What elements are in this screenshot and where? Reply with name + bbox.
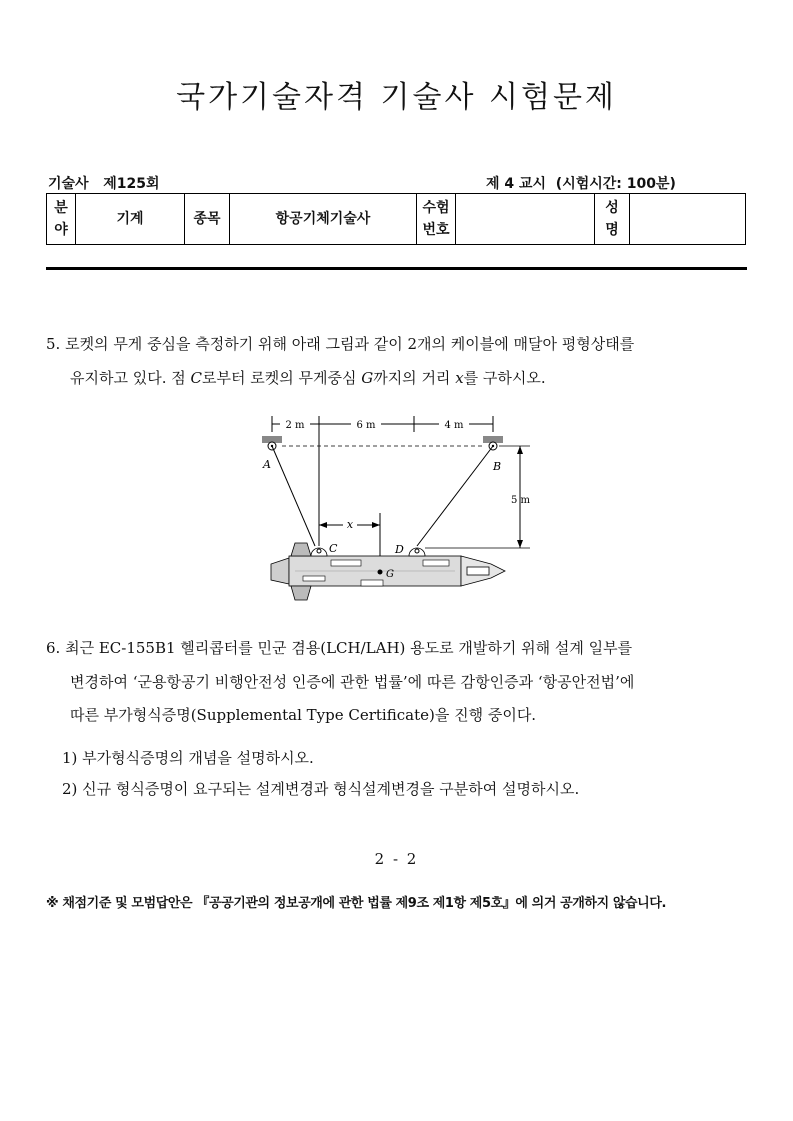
q5-var-c: C [190,369,202,387]
page-number: 2 - 2 [374,850,419,868]
question-5-line-1: 5. 로켓의 무게 중심을 측정하기 위해 아래 그림과 같이 2개의 케이블에 매달아 평형상태를 [46,335,635,353]
q5-text-a: 유지하고 있다. 점 [70,369,191,387]
label-a: A [263,458,271,471]
exam-round: 기술사 제125회 [48,176,160,192]
exam-number-field[interactable] [456,194,595,245]
session-info: 제 4 교시 (시험시간: 100분) [486,176,676,192]
name-field[interactable] [630,194,746,245]
category-label: 종목 [185,194,230,245]
label-c: C [329,542,338,555]
dim-cd-label: 6 m [356,420,376,431]
q5-text-d: 를 구하시오. [463,369,546,387]
exam-info-table [46,193,746,245]
exam-number-label-1: 수험 [422,200,450,216]
dim-db-label: 4 m [444,420,464,431]
page-title: 국가기술자격 기술사 시험문제 [176,80,617,115]
name-label-1: 성 [605,200,619,216]
field-value: 기계 [76,194,185,245]
question-6-sub-2: 2) 신규 형식증명이 요구되는 설계변경과 형식설계변경을 구분하여 설명하시오. [62,780,580,798]
label-x: x [346,518,354,531]
exam-number-label-cell [417,194,456,245]
q5-text-c: 까지의 거리 [373,369,456,387]
question-6-line-2: 변경하여 ‘군용항공기 비행안전성 인증에 관한 법률’에 따른 감항인증과 ‘항공안전법’에 [70,673,635,691]
q5-var-x: x [455,369,464,387]
question-6-sub-1: 1) 부가형식증명의 개념을 설명하시오. [62,749,314,767]
dim-ac-label: 2 m [285,420,305,431]
q5-text-b: 로부터 로켓의 무게중심 [202,369,362,387]
label-d: D [395,543,404,556]
question-6-line-3: 따른 부가형식증명(Supplemental Type Certificate)을 진행 중이다. [70,706,537,724]
dim-height-label: 5 m [511,495,531,506]
rocket-cable-figure [255,408,540,608]
field-label-2: 야 [54,222,68,238]
label-g: G [386,569,394,580]
label-b: B [493,460,502,473]
field-label-cell [47,194,76,245]
name-label-2: 명 [605,222,619,238]
category-value: 항공기체기술사 [230,194,417,245]
field-label-1: 분 [54,200,68,216]
question-6-line-1: 6. 최근 EC-155B1 헬리콥터를 민군 겸용(LCH/LAH) 용도로 개발하기 위해 설계 일부를 [46,639,633,657]
exam-number-label-2: 번호 [422,222,450,238]
header-divider [46,267,747,270]
grading-notice: ※ 채점기준 및 모범답안은 『공공기관의 정보공개에 관한 법률 제9조 제1항 제5호』에 의거 공개하지 않습니다. [46,896,667,911]
name-label-cell [595,194,630,245]
question-5-line-2 [70,364,546,392]
q5-var-g: G [361,369,374,387]
